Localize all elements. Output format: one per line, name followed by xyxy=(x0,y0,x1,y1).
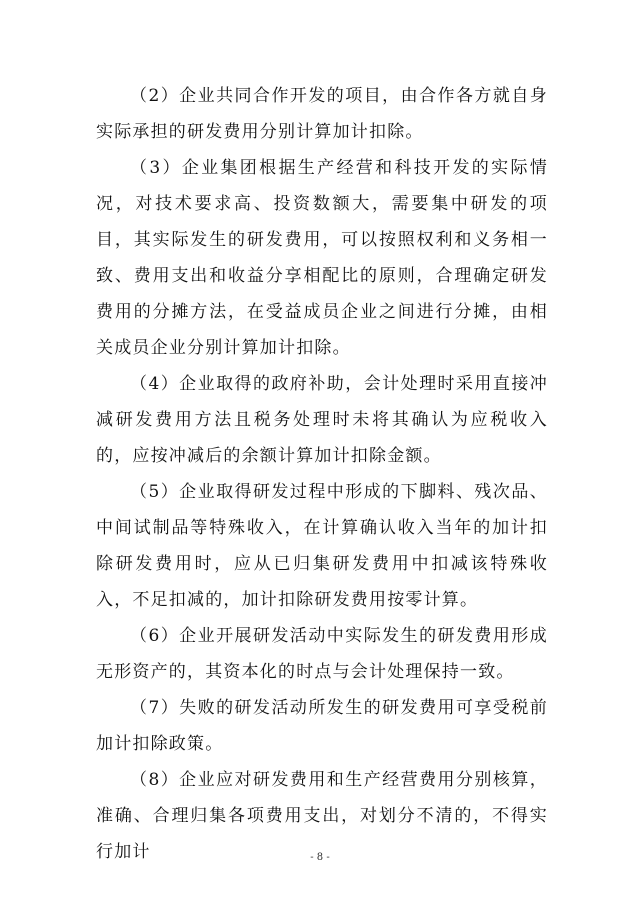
page-number: - 8 - xyxy=(310,852,330,863)
paragraph-item-2: （2）企业共同合作开发的项目，由合作各方就自身实际承担的研发费用分别计算加计扣除。 xyxy=(96,86,548,142)
paragraph-item-5: （5）企业取得研发过程中形成的下脚料、残次品、中间试制品等特殊收入，在计算确认收入当年的加计扣除研发费用时，应从已归集研发费用中扣减该特殊收入，不足扣减的，加计扣除研发费用按零计算。 xyxy=(96,482,548,610)
paragraph-item-6: （6）企业开展研发活动中实际发生的研发费用形成无形资产的，其资本化的时点与会计处理保持一致。 xyxy=(96,626,548,682)
paragraph-item-4: （4）企业取得的政府补助，会计处理时采用直接冲减研发费用方法且税务处理时未将其确认为应税收入的，应按冲减后的余额计算加计扣除金额。 xyxy=(96,374,548,466)
paragraph-item-8: （8）企业应对研发费用和生产经营费用分别核算，准确、合理归集各项费用支出，对划分不清的，不得实行加计 xyxy=(96,770,548,862)
document-body xyxy=(96,78,548,870)
paragraph-item-3: （3）企业集团根据生产经营和科技开发的实际情况，对技术要求高、投资数额大，需要集中研发的项目，其实际发生的研发费用，可以按照权利和义务相一致、费用支出和收益分享相配比的原则，合理确定研发费用的分摊方法，在受益成员企业之间进行分摊，由相关成员企业分别计算加计扣除。 xyxy=(96,158,548,358)
paragraph-item-7: （7）失败的研发活动所发生的研发费用可享受税前加计扣除政策。 xyxy=(96,698,548,754)
